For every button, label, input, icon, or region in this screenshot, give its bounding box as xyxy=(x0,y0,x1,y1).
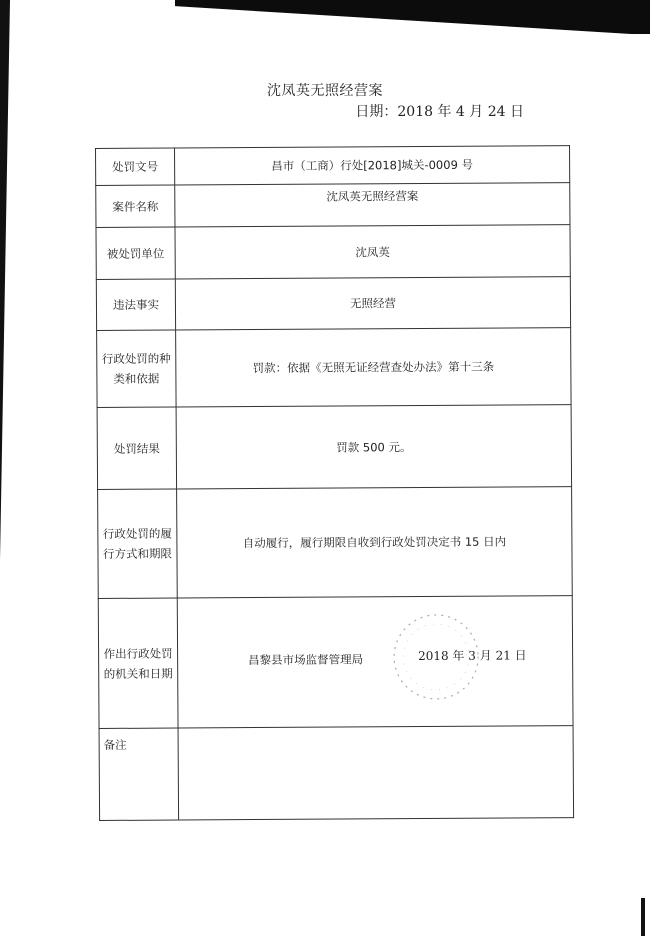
value-case-name: 沈凤英无照经营案 xyxy=(175,183,570,227)
value-remarks xyxy=(178,726,574,820)
table-row xyxy=(96,225,570,280)
label-case-name: 案件名称 xyxy=(96,185,175,227)
label-authority-date: 作出行政处罚的机关和日期 xyxy=(98,598,178,728)
label-performance-method: 行政处罚的履行方式和期限 xyxy=(98,489,178,598)
decision-date: 2018 年 3 月 21 日 xyxy=(418,648,527,664)
table-row xyxy=(97,328,571,408)
label-violation-facts: 违法事实 xyxy=(96,279,175,330)
table-row xyxy=(98,487,573,599)
authority-name: 昌黎县市场监督管理局 xyxy=(248,652,364,668)
value-penalty-number: 昌市（工商）行处[2018]城关-0009 号 xyxy=(175,146,570,185)
table-row xyxy=(96,183,570,228)
label-penalty-number: 处罚文号 xyxy=(96,148,175,185)
value-penalty-result: 罚款 500 元。 xyxy=(176,405,571,489)
scan-edge-right xyxy=(641,898,645,936)
value-penalty-type-basis: 罚款：依据《无照无证经营查处办法》第十三条 xyxy=(176,328,571,407)
table-row xyxy=(97,405,571,490)
document-title: 沈凤英无照经营案 xyxy=(267,83,383,99)
table-row xyxy=(98,596,573,729)
scan-edge-top xyxy=(175,0,650,34)
value-penalized-party: 沈凤英 xyxy=(175,225,570,279)
value-performance-method: 自动履行，履行期限自收到行政处罚决定书 15 日内 xyxy=(177,487,573,598)
penalty-table xyxy=(95,145,574,821)
label-remarks: 备注 xyxy=(99,728,179,820)
document-date: 日期：2018 年 4 月 24 日 xyxy=(355,104,524,120)
table-row xyxy=(96,146,570,186)
label-penalty-result: 处罚结果 xyxy=(97,407,176,489)
value-authority-date xyxy=(177,596,573,728)
table-row xyxy=(99,726,574,821)
label-penalized-party: 被处罚单位 xyxy=(96,227,175,279)
value-violation-facts: 无照经营 xyxy=(175,277,570,330)
label-penalty-type-basis: 行政处罚的种类和依据 xyxy=(97,330,176,407)
table-row xyxy=(96,277,570,331)
